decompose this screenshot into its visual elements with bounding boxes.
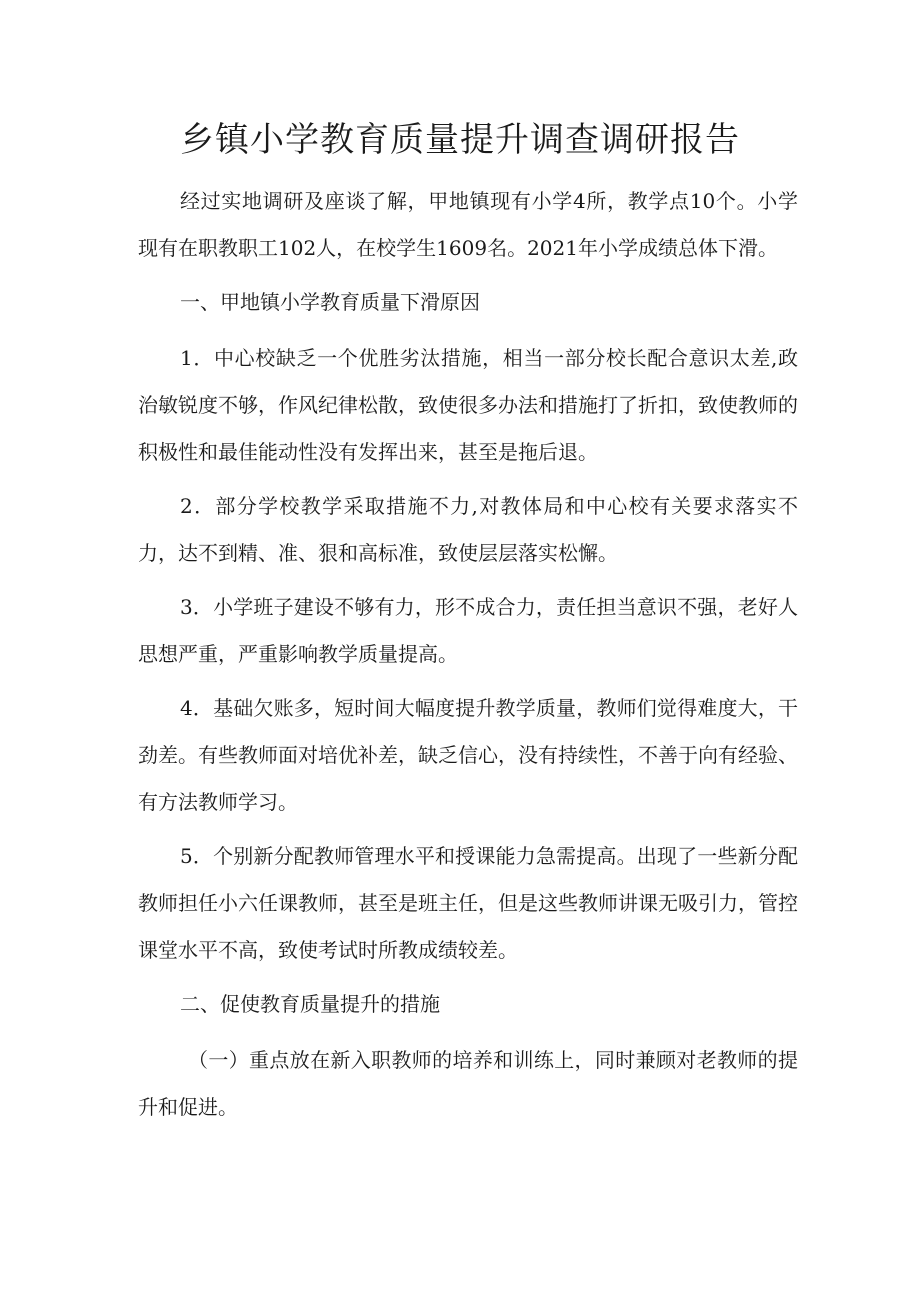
list-item: 5．个别新分配教师管理水平和授课能力急需提高。出现了一些新分配教师担任小六任课教师，甚至是班主任，但是这些教师讲课无吸引力，管控课堂水平不高，致使考试时所教成绩较差。 [138, 844, 798, 962]
document-body [138, 178, 798, 1138]
list-item: 4．基础欠账多，短时间大幅度提升教学质量，教师们觉得难度大，干劲差。有些教师面对培优补差，缺乏信心，没有持续性，不善于向有经验、有方法教师学习。 [138, 696, 798, 814]
intro-paragraph: 经过实地调研及座谈了解，甲地镇现有小学4所，教学点10个。小学现有在职教职工102人，在校学生1609名。2021年小学成绩总体下滑。 [138, 189, 798, 260]
list-item: 2．部分学校教学采取措施不力,对教体局和中心校有关要求落实不力，达不到精、准、狠和高标准，致使层层落实松懈。 [138, 494, 798, 565]
section-heading-2: 二、促使教育质量提升的措施 [180, 992, 440, 1016]
list-item: 3．小学班子建设不够有力，形不成合力，责任担当意识不强，老好人思想严重，严重影响教学质量提高。 [138, 595, 798, 666]
list-item: 1．中心校缺乏一个优胜劣汰措施，相当一部分校长配合意识太差,政治敏锐度不够，作风纪律松散，致使很多办法和措施打了折扣，致使教师的积极性和最佳能动性没有发挥出来，甚至是拖后退。 [138, 346, 798, 464]
document-title: 乡镇小学教育质量提升调查调研报告 [180, 120, 740, 160]
section-heading-1: 一、甲地镇小学教育质量下滑原因 [180, 290, 480, 314]
subsection-paragraph: （一）重点放在新入职教师的培养和训练上，同时兼顾对老教师的提升和促进。 [138, 1048, 798, 1119]
